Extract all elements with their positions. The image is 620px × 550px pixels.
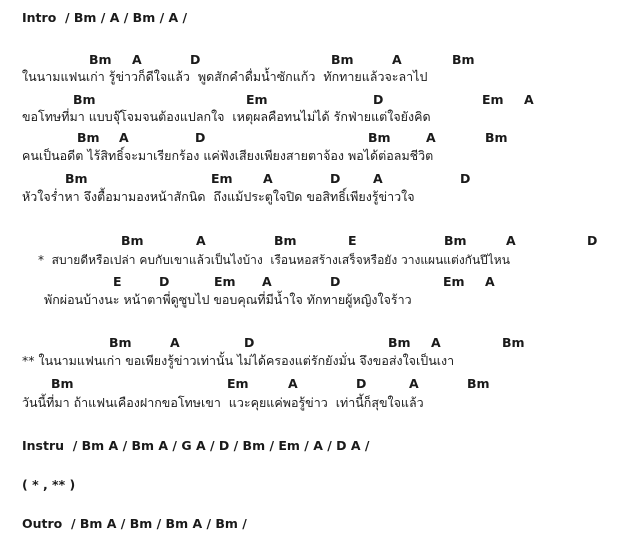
chord: A: [119, 130, 129, 145]
repeat-marker: ( * , ** ): [22, 477, 76, 492]
chord: A: [506, 233, 516, 248]
chord: D: [330, 171, 341, 186]
chord: A: [426, 130, 436, 145]
outro-line: Outro / Bm A / Bm / Bm A / Bm /: [22, 516, 247, 531]
chord-line: [0, 274, 620, 290]
chord: Em: [246, 92, 268, 107]
chord: D: [244, 335, 255, 350]
chord: A: [288, 376, 298, 391]
chord: A: [524, 92, 534, 107]
chord: Bm: [444, 233, 467, 248]
chord: A: [409, 376, 419, 391]
chord: A: [196, 233, 206, 248]
chord-line: [0, 130, 620, 146]
chord: D: [159, 274, 170, 289]
chord-line: [0, 376, 620, 392]
chord: Bm: [121, 233, 144, 248]
lyric-line: * สบายดีหรือเปล่า คบกับเขาแล้วเป็นไงบ้าง เรือนหอสร้างเสร็จหรือยัง วางแผนแต่งกันปีไหน: [38, 253, 510, 267]
lyric-line: พักผ่อนบ้างนะ หน้าตาพี่ดูซูบไป ขอบคุณที่มีน้ำใจ ทักทายผู้หญิงใจร้าว: [44, 292, 412, 307]
chord: Em: [214, 274, 236, 289]
chord: D: [373, 92, 384, 107]
chord: Em: [227, 376, 249, 391]
chord: D: [190, 52, 201, 67]
chord: Bm: [65, 171, 88, 186]
chord: Bm: [73, 92, 96, 107]
chord: Bm: [452, 52, 475, 67]
chord: D: [460, 171, 471, 186]
chord: E: [348, 233, 357, 248]
chord: Bm: [485, 130, 508, 145]
chord: A: [373, 171, 383, 186]
chord: Bm: [51, 376, 74, 391]
chord: Bm: [274, 233, 297, 248]
chord: D: [195, 130, 206, 145]
lyric-line: ** ในนามแฟนเก่า ขอเพียงรู้ข่าวเท่านั้น ไม่ได้ครองแต่รักยังมั่น จึงขอส่งใจเป็นเงา: [22, 353, 455, 368]
lyric-line: วันนี้ที่มา ถ้าแฟนเคืองฝากขอโทษเขา แวะคุยแค่พอรู้ข่าว เท่านี้ก็สุขใจแล้ว: [22, 395, 424, 410]
chord-line: [0, 335, 620, 351]
chord: Bm: [109, 335, 132, 350]
chord: A: [263, 171, 273, 186]
lyric-line: คนเป็นอดีต ไร้สิทธิ์จะมาเรียกร้อง แค่ฟังเสียงเพียงสายตาจ้อง พอได้ต่อลมชีวิต: [22, 148, 434, 163]
chord: A: [132, 52, 142, 67]
lyric-line: ขอโทษที่มา แบบจุ๊โจมจนต้องแปลกใจ เหตุผลคือทนไม่ได้ รักฟ่ายแต่ใจยังคิด: [22, 109, 431, 124]
chord: Bm: [502, 335, 525, 350]
chord: Bm: [388, 335, 411, 350]
chord-line: [0, 233, 620, 249]
chord: Em: [211, 171, 233, 186]
chord: Bm: [331, 52, 354, 67]
chord: Em: [482, 92, 504, 107]
chord: A: [431, 335, 441, 350]
chord: D: [356, 376, 367, 391]
chord: Bm: [467, 376, 490, 391]
chord: A: [392, 52, 402, 67]
chord: Em: [443, 274, 465, 289]
chord: A: [485, 274, 495, 289]
intro-line: Intro / Bm / A / Bm / A /: [22, 10, 188, 25]
chord-line: [0, 171, 620, 187]
chord-line: [0, 52, 620, 68]
chord: D: [330, 274, 341, 289]
lyric-line: หัวใจร่ำหา จึงตื้อมามองหน้าสักนิด ถึงแม้ประตูใจปิด ขอสิทธิ์เพียงรู้ข่าวใจ: [22, 189, 415, 204]
chord: Bm: [77, 130, 100, 145]
chord: E: [113, 274, 122, 289]
chord: D: [587, 233, 598, 248]
chord: Bm: [89, 52, 112, 67]
chord-line: [0, 92, 620, 108]
chord: A: [170, 335, 180, 350]
lyric-line: ในนามแฟนเก่า รู้ข่าวก็ดีใจแล้ว พูดสักคำดื่มน้ำซักแก้ว ทักทายแล้วจะลาไป: [22, 69, 428, 84]
chord: Bm: [368, 130, 391, 145]
chord: A: [262, 274, 272, 289]
instrumental-line: Instru / Bm A / Bm A / G A / D / Bm / Em / A / D A /: [22, 438, 370, 453]
